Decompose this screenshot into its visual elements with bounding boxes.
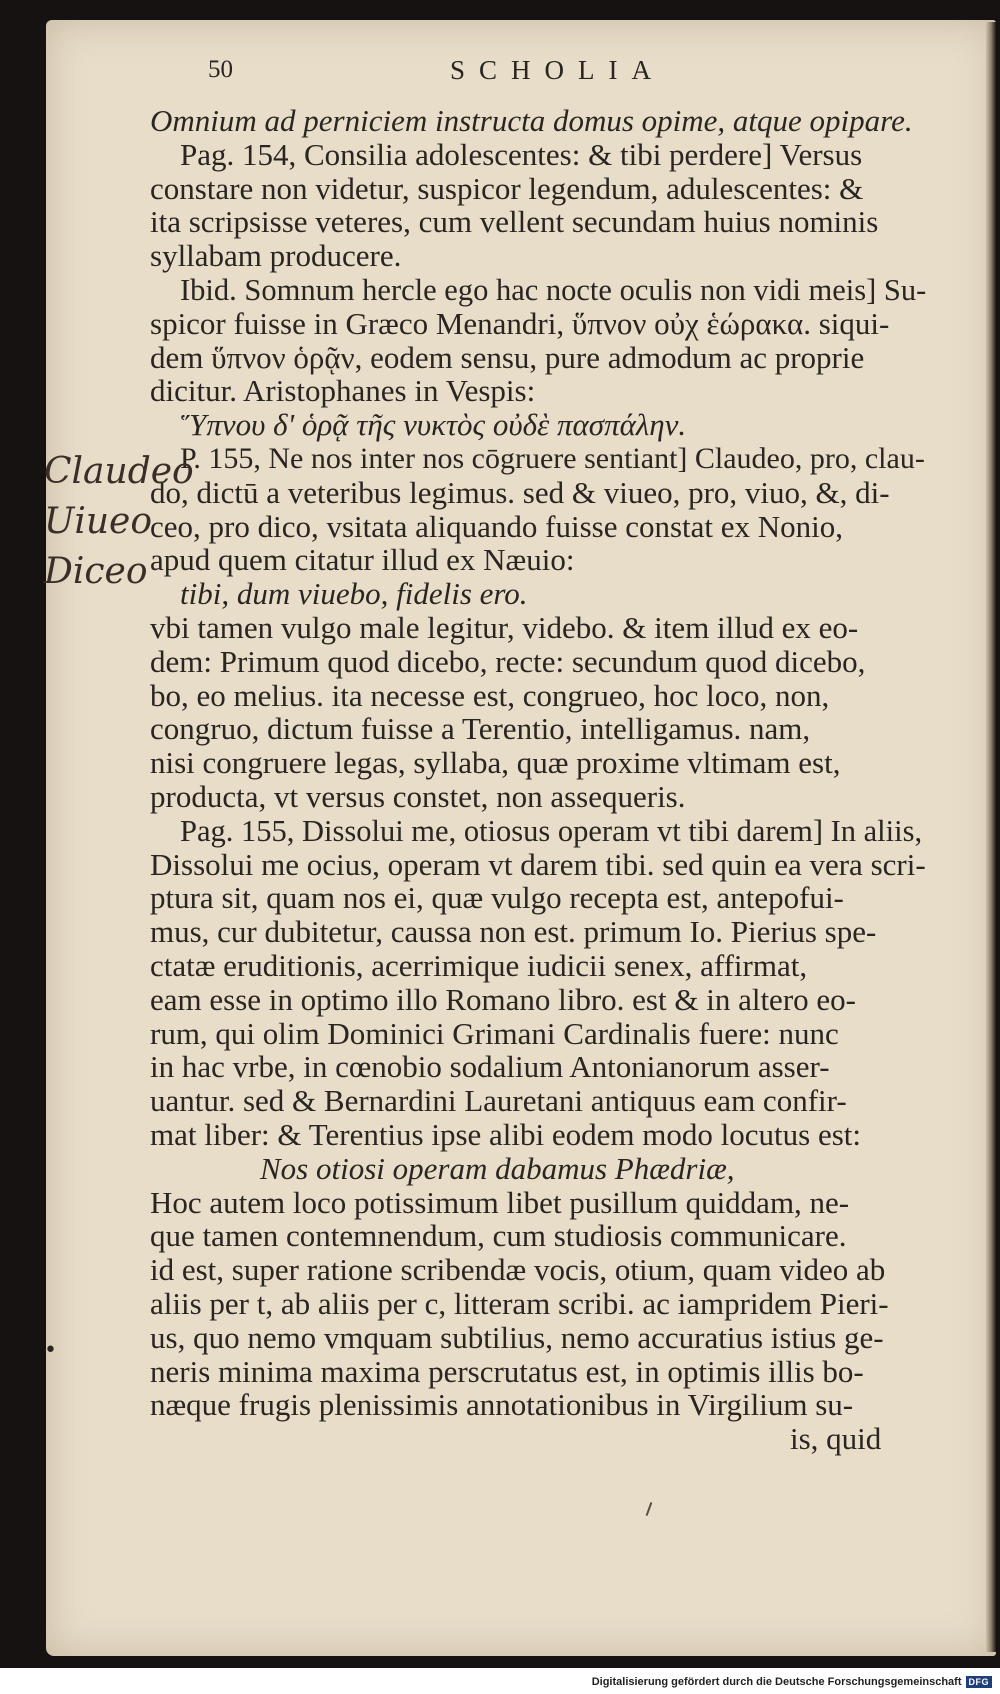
text-line: in hac vrbe, in cœnobio sodalium Antonianorum asser- [150,1049,830,1085]
text-line: syllabam producere. [150,238,402,274]
text-line: Dissolui me ocius, operam vt darem tibi. sed quin ea vera scri- [150,846,926,882]
text-line: nisi congruere legas, syllaba, quæ proxime vltimam est, [150,745,841,781]
text-line: producta, vt versus constet, non assequeris. [150,779,686,814]
marginal-note: Claudeo [44,451,194,492]
text-line: bo, eo melius. ita necesse est, congrueo, hoc loco, non, [150,677,830,713]
text-line: id est, super ratione scribendæ vocis, otium, quam video ab [150,1252,886,1288]
text-line: rum, qui olim Dominici Grimani Cardinalis fuere: nunc [150,1015,839,1051]
text-line: que tamen contemnendum, cum studiosis communicare. [150,1218,847,1254]
text-line: Omnium ad perniciem instructa domus opime, atque opipare. [150,103,913,138]
dfg-logo: DFG [966,1676,993,1688]
text-line: Nos otiosi operam dabamus Phædriæ, [260,1150,735,1186]
text-line: ptura sit, quam nos ei, quæ vulgo recepta est, antepofui- [150,880,844,916]
text-line: mus, cur dubitetur, caussa non est. primum Io. Pierius spe- [150,914,877,950]
text-line: apud quem citatur illud ex Næuio: [150,542,575,578]
text-line: Ibid. Somnum hercle ego hac nocte oculis non vidi meis] Su- [180,273,927,307]
text-line: ctatæ eruditionis, acerrimique iudicii senex, affirmat, [150,948,808,983]
text-line: constare non videtur, suspicor legendum, adulescentes: & [150,170,864,206]
marginal-note: Diceo [44,551,148,592]
text-line: dem: Primum quod dicebo, recte: secundum quod dicebo, [150,643,866,679]
page-edge [986,22,996,1652]
running-title: SCHOLIA [450,55,666,85]
text-line: eam esse in optimo illo Romano libro. est & in altero eo- [150,981,856,1017]
marginal-note: Uiueo [44,501,153,542]
text-line: ceo, pro dico, vsitata aliquando fuisse constat ex Nonio, [150,508,844,544]
text-line: P. 155, Ne nos inter nos cōgruere sentiant] Claudeo, pro, clau- [180,442,925,475]
text-line: Pag. 155, Dissolui me, otiosus operam vt tibi darem] In aliis, [180,813,923,848]
text-line: Ὕπνου δ' ὁρᾷ τῆς νυκτὸς οὐδὲ πασπάλην. [180,407,687,443]
margin-mark: • [44,1338,57,1363]
text-line: neris minima maxima perscrutatus est, in optimis illis bo- [150,1353,864,1389]
text-line: aliis per t, ab aliis per c, litteram scribi. ac iampridem Pieri- [150,1286,889,1321]
footer-text: Digitalisierung gefördert durch die Deutsche Forschungsgemeinschaft [591,1676,962,1688]
text-line: mat liber: & Terentius ipse alibi eodem modo locutus est: [150,1117,861,1152]
text-line: næque frugis plenissimis annotationibus in Virgilium su- [150,1387,854,1423]
text-line: dem ὕπνον ὁρᾷν, eodem sensu, pure admodum ac proprie [150,339,865,375]
text-line: Pag. 154, Consilia adolescentes: & tibi perdere] Versus [180,136,863,172]
text-line: vbi tamen vulgo male legitur, videbo. & item illud ex eo- [150,610,859,645]
running-head [150,50,928,86]
text-line: is, quid [790,1421,882,1457]
text-line: tibi, dum viuebo, fidelis ero. [180,576,528,612]
digitization-footer [592,1676,992,1688]
text-line: uantur. sed & Bernardini Lauretani antiquus eam confir- [150,1083,847,1119]
page-number: 50 [208,56,233,83]
text-line: Hoc autem loco potissimum libet pusillum quiddam, ne- [150,1184,850,1220]
text-line: us, quo nemo vmquam subtilius, nemo accuratius istius ge- [150,1319,884,1355]
text-line: congruo, dictum fuisse a Terentio, intelligamus. nam, [150,711,811,747]
text-line: do, dictū a veteribus legimus. sed & viueo, pro, viuo, &, di- [150,474,890,510]
text-line: ita scripsisse veteres, cum vellent secundam huius nominis [150,204,879,240]
text-line: spicor fuisse in Græco Menandri, ὕπνον οὐχ ἑώρακα. siqui- [150,305,890,341]
text-line: dicitur. Aristophanes in Vespis: [150,373,536,409]
